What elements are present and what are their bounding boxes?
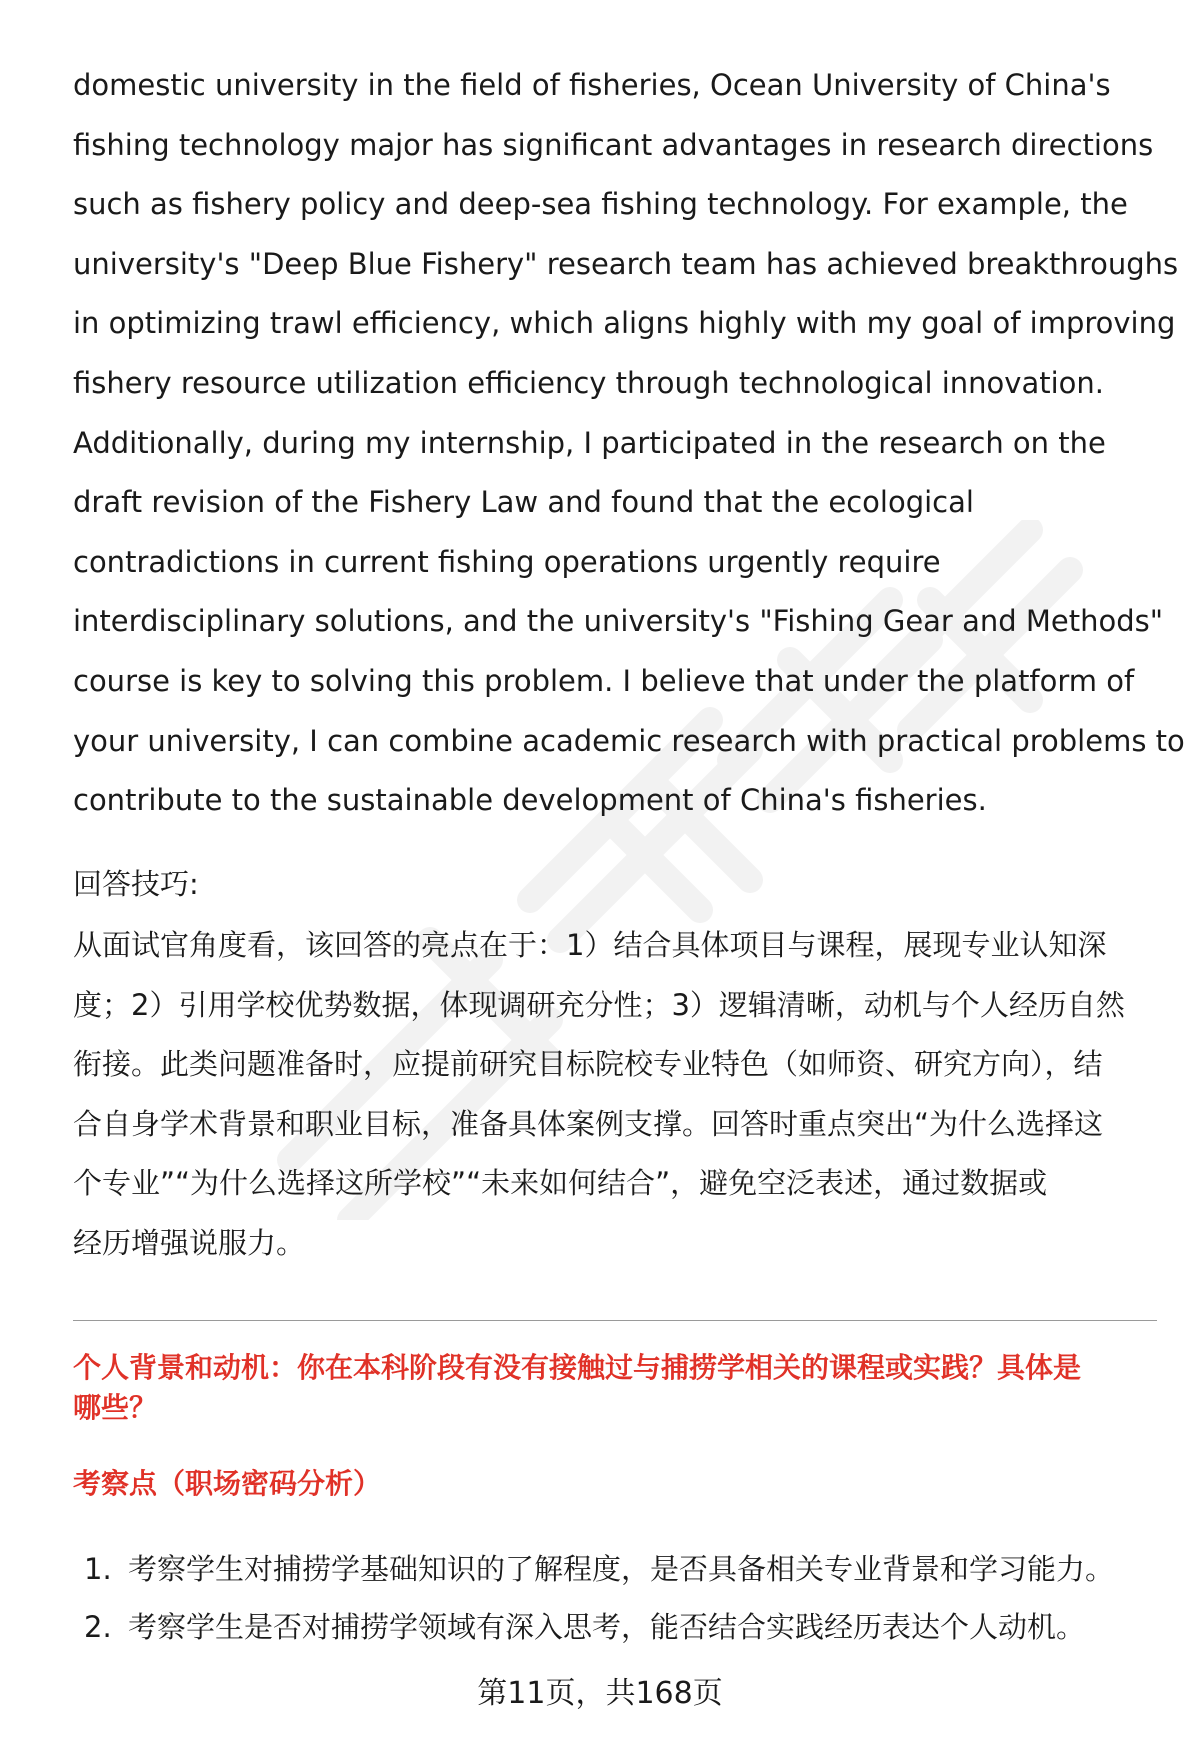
tips-line: 经历增强说服力。 [73, 1225, 306, 1260]
question-heading [73, 1348, 1163, 1428]
paragraph-line: such as fishery policy and deep-sea fishing technology. For example, the [73, 187, 1128, 222]
assessment-subheading: 考察点（职场密码分析） [73, 1467, 382, 1500]
answer-english-paragraph [73, 56, 1185, 831]
tips-body [73, 916, 1163, 1274]
paragraph-line: contribute to the sustainable development of China's fisheries. [73, 783, 987, 818]
question-line: 个人背景和动机：你在本科阶段有没有接触过与捕捞学相关的课程或实践？具体是 [73, 1351, 1082, 1384]
tips-line: 衔接。此类问题准备时，应提前研究目标院校专业特色（如师资、研究方向），结 [73, 1047, 1103, 1082]
list-item [84, 1598, 1114, 1656]
tips-line: 合自身学术背景和职业目标，准备具体案例支撑。回答时重点突出“为什么选择这 [73, 1106, 1104, 1141]
list-item-number: 2. [84, 1610, 112, 1644]
paragraph-line: in optimizing trawl efficiency, which aligns highly with my goal of improving [73, 306, 1176, 341]
tips-line: 从面试官角度看，该回答的亮点在于：1）结合具体项目与课程，展现专业认知深 [73, 928, 1107, 962]
tips-line: 度；2）引用学校优势数据，体现调研充分性；3）逻辑清晰，动机与个人经历自然 [73, 987, 1125, 1022]
list-item-number: 1. [84, 1552, 112, 1586]
paragraph-line: your university, I can combine academic research with practical problems to [73, 723, 1185, 758]
paragraph-line: Additionally, during my internship, I participated in the research on the [73, 425, 1106, 460]
tips-line: 个专业”“为什么选择这所学校”“未来如何结合”，避免空泛表述，通过数据或 [73, 1166, 1048, 1201]
paragraph-line: fishery resource utilization efficiency through technological innovation. [73, 365, 1105, 400]
paragraph-line: course is key to solving this problem. I believe that under the platform of [73, 663, 1135, 698]
tips-heading: 回答技巧: [73, 867, 199, 901]
list-item-text: 考察学生是否对捕捞学领域有深入思考，能否结合实践经历表达个人动机。 [128, 1610, 1086, 1644]
list-item-text: 考察学生对捕捞学基础知识的了解程度，是否具备相关专业背景和学习能力。 [128, 1552, 1115, 1586]
paragraph-line: domestic university in the field of fisheries, Ocean University of China's [73, 68, 1111, 102]
paragraph-line: fishing technology major has significant advantages in research directions [73, 127, 1154, 162]
paragraph-line: contradictions in current fishing operations urgently require [73, 544, 941, 579]
section-divider [73, 1320, 1157, 1321]
paragraph-line: interdisciplinary solutions, and the university's "Fishing Gear and Methods" [73, 604, 1164, 639]
question-line: 哪些？ [73, 1391, 158, 1424]
assessment-points-list [84, 1540, 1114, 1656]
list-item [84, 1540, 1114, 1598]
paragraph-line: draft revision of the Fishery Law and found that the ecological [73, 485, 974, 520]
page-number-footer: 第11页，共168页 [477, 1676, 723, 1711]
paragraph-line: university's "Deep Blue Fishery" research team has achieved breakthroughs [73, 246, 1179, 281]
